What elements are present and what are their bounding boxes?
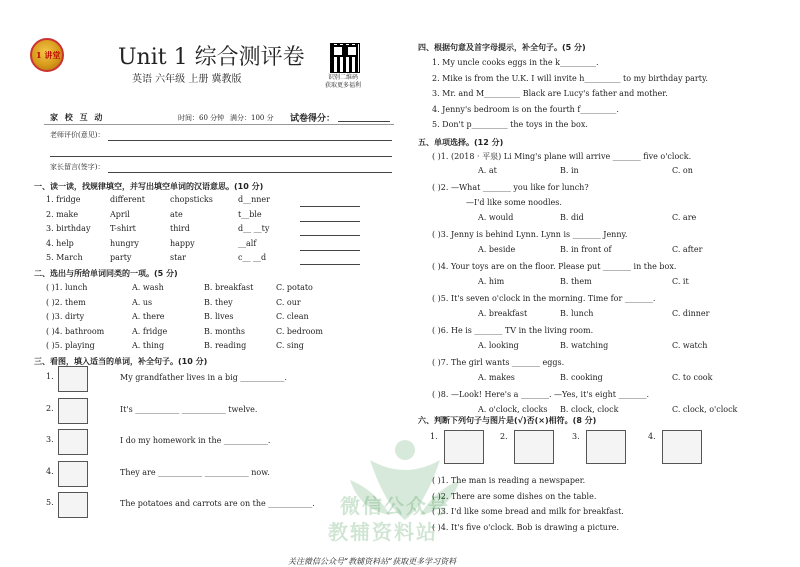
word-cell: ate xyxy=(170,209,183,219)
section-title: 二、选出与所给单词同类的一项。(5 分) xyxy=(34,269,178,278)
time-label: 时间：60 分钟 xyxy=(178,114,225,122)
answer-option[interactable]: B. did xyxy=(560,212,584,222)
total-score-label: 满分：100 分 xyxy=(230,114,274,122)
word-cell: 1. fridge xyxy=(46,195,81,204)
picture-number: 2. xyxy=(500,432,508,441)
answer-option[interactable]: B. in front of xyxy=(560,244,612,254)
answer-option[interactable]: A. would xyxy=(478,212,514,222)
answer-option[interactable]: A. beside xyxy=(478,244,516,254)
item-number: 4. xyxy=(46,466,54,476)
question-stem[interactable]: ( )3. Jenny is behind Lynn. Lynn is _______ Jenny. xyxy=(432,229,628,239)
word-cell: third xyxy=(170,224,190,233)
answer-option[interactable]: B. in xyxy=(560,166,579,175)
word-cell: happy xyxy=(170,238,195,248)
answer-option: B. reading xyxy=(204,341,247,350)
answer-option[interactable]: B. cooking xyxy=(560,372,603,382)
fill-sentence[interactable]: The potatoes and carrots are on the ___________. xyxy=(120,499,315,508)
question-stem[interactable]: ( )2. —What _______ you like for lunch? xyxy=(432,183,589,192)
answer-option[interactable]: A. at xyxy=(478,166,497,175)
judge-statement[interactable]: ( )3. I'd like some bread and milk for breakfast. xyxy=(432,507,624,516)
question-stem[interactable]: ( )4. Your toys are on the floor. Please put _______ in the box. xyxy=(432,261,677,271)
children-picture xyxy=(58,461,88,487)
word-cell: 2. make xyxy=(46,209,79,219)
worksheet-subtitle: 英语 六年级 上册 冀教版 xyxy=(132,74,242,85)
answer-option: A. us xyxy=(132,297,153,307)
parent-label: 家长留言(签字)： xyxy=(50,163,105,171)
answer-option: B. months xyxy=(204,326,245,336)
divider xyxy=(44,124,394,125)
watermark-text: 教辅资料站 xyxy=(328,520,438,544)
answer-option: C. our xyxy=(276,297,301,307)
answer-option: B. lives xyxy=(204,312,234,321)
question-stem[interactable]: ( )2. them xyxy=(46,297,86,307)
judge-statement[interactable]: ( )2. There are some dishes on the table. xyxy=(432,491,597,501)
item-number: 1. xyxy=(46,372,54,381)
answer-blank[interactable] xyxy=(300,264,360,265)
answer-blank[interactable] xyxy=(300,221,360,222)
question-stem[interactable]: ( )1. (2018 · 平泉) Li Ming's plane will arrive _______ five o'clock. xyxy=(432,152,692,161)
question-stem[interactable]: ( )5. playing xyxy=(46,341,95,350)
section-title: 五、单项选择。(12 分) xyxy=(418,138,504,147)
answer-option[interactable]: B. clock, clock xyxy=(560,404,619,414)
answer-option[interactable]: C. it xyxy=(672,276,689,286)
answer-option: C. clean xyxy=(276,312,309,321)
item-number: 2. xyxy=(46,403,54,413)
answer-option[interactable]: B. them xyxy=(560,276,592,286)
question-stem[interactable]: ( )4. bathroom xyxy=(46,326,105,336)
answer-option: B. they xyxy=(204,297,233,307)
picture-number: 3. xyxy=(572,432,580,441)
word-cell: __alf xyxy=(238,238,257,248)
fill-sentence[interactable]: 5. Don't p_________ the toys in the box. xyxy=(432,120,588,129)
fill-sentence[interactable]: 2. Mike is from the U.K. I will invite h_________ to my birthday party. xyxy=(432,73,708,83)
scene-picture xyxy=(514,430,554,464)
question-stem[interactable]: ( )7. The girl wants _______ eggs. xyxy=(432,357,565,367)
answer-option: C. sing xyxy=(276,341,304,350)
word-cell: c__ __d xyxy=(238,253,267,262)
score-field[interactable] xyxy=(338,121,390,122)
qr-code[interactable] xyxy=(330,43,360,73)
question-stem[interactable]: ( )5. It's seven o'clock in the morning. Time for _______. xyxy=(432,293,656,303)
word-cell: hungry xyxy=(110,238,139,248)
answer-option[interactable]: C. are xyxy=(672,212,697,222)
table-picture xyxy=(58,492,88,518)
picture-number: 1. xyxy=(430,432,438,441)
comment-line[interactable] xyxy=(50,156,392,157)
footer-note: 关注微信公众号“教辅资料站”获取更多学习资料 xyxy=(288,557,457,566)
fill-sentence[interactable]: It's ___________ ___________ twelve. xyxy=(120,404,258,414)
section-title: 四、根据句意及首字母提示，补全句子。(5 分) xyxy=(418,43,586,52)
answer-option[interactable]: A. him xyxy=(478,276,505,286)
word-cell: d__nner xyxy=(238,195,270,204)
qr-caption: 识别二维码 获取更多福利 xyxy=(325,74,362,89)
fill-sentence[interactable]: I do my homework in the ___________. xyxy=(120,436,271,445)
section-title: 三、看图，填入适当的单词，补全句子。(10 分) xyxy=(34,357,208,366)
fill-sentence[interactable]: They are ___________ ___________ now. xyxy=(120,467,270,477)
answer-option: A. fridge xyxy=(132,326,168,336)
word-cell: t__ble xyxy=(238,209,262,219)
answer-option: C. potato xyxy=(276,283,313,292)
word-cell: star xyxy=(170,253,186,262)
word-cell: April xyxy=(110,209,130,219)
answer-option: A. wash xyxy=(132,283,164,292)
judge-statement[interactable]: ( )1. The man is reading a newspaper. xyxy=(432,476,586,485)
answer-option[interactable]: C. dinner xyxy=(672,308,710,318)
study-picture xyxy=(58,429,88,455)
answer-blank[interactable] xyxy=(300,250,360,251)
answer-option[interactable]: B. lunch xyxy=(560,308,594,318)
answer-option[interactable]: A. makes xyxy=(478,372,515,382)
answer-option[interactable]: C. after xyxy=(672,244,703,254)
answer-option[interactable]: A. o'clock, clocks xyxy=(478,404,548,414)
family-label: 家 校 互 动 xyxy=(50,113,105,122)
answer-blank[interactable] xyxy=(300,206,360,207)
fill-sentence[interactable]: 3. Mr. and M_________ Black are Lucy's father and mother. xyxy=(432,89,668,98)
picture-number: 4. xyxy=(648,432,656,441)
word-cell: d__ __ty xyxy=(238,224,270,233)
scene-picture xyxy=(586,430,626,464)
watermark-text: 微信公众号 xyxy=(340,494,450,518)
answer-option[interactable]: C. watch xyxy=(672,340,708,350)
question-stem[interactable]: ( )8. —Look! Here's a _______. —Yes, it's eight _______. xyxy=(432,389,650,399)
worksheet-title: Unit 1 综合测评卷 xyxy=(118,45,305,70)
question-reply: —I'd like some noodles. xyxy=(466,197,562,207)
judge-statement[interactable]: ( )4. It's five o'clock. Bob is drawing a picture. xyxy=(432,522,620,532)
item-number: 3. xyxy=(46,435,54,444)
answer-option: A. there xyxy=(132,312,165,321)
question-stem[interactable]: ( )6. He is _______ TV in the living room. xyxy=(432,325,594,335)
score-label: 试卷得分： xyxy=(290,114,336,124)
question-stem[interactable]: ( )1. lunch xyxy=(46,283,88,292)
fill-sentence[interactable]: 1. My uncle cooks eggs in the k_________. xyxy=(432,58,599,67)
word-cell: T-shirt xyxy=(110,224,136,233)
house-picture xyxy=(58,366,88,392)
answer-option[interactable]: B. watching xyxy=(560,340,609,350)
word-cell: chopsticks xyxy=(170,195,213,204)
section-title: 一、读一读，找规律填空，并写出填空单词的汉语意思。(10 分) xyxy=(34,182,264,191)
word-cell: 3. birthday xyxy=(46,224,91,233)
word-cell: party xyxy=(110,253,132,262)
answer-blank[interactable] xyxy=(300,235,360,236)
answer-option[interactable]: C. to cook xyxy=(672,372,713,382)
clock-picture xyxy=(58,398,88,424)
teacher-label: 老师评价(意见)： xyxy=(50,131,105,139)
word-cell: 4. help xyxy=(46,238,74,248)
question-stem[interactable]: ( )3. dirty xyxy=(46,312,85,321)
medal-logo: 1 讲堂 xyxy=(30,38,64,72)
fill-sentence[interactable]: My grandfather lives in a big ___________. xyxy=(120,373,287,382)
word-cell: 5. March xyxy=(46,253,83,262)
answer-option: A. thing xyxy=(132,341,165,350)
answer-option[interactable]: C. on xyxy=(672,166,693,175)
answer-option[interactable]: A. looking xyxy=(478,340,519,350)
item-number: 5. xyxy=(46,498,54,507)
scene-picture xyxy=(662,430,702,464)
word-cell: different xyxy=(110,195,146,204)
fill-sentence[interactable]: 4. Jenny's bedroom is on the fourth f_________. xyxy=(432,104,619,114)
teacher-comment-field[interactable] xyxy=(108,140,392,141)
answer-option[interactable]: A. breakfast xyxy=(478,308,528,318)
answer-option[interactable]: C. clock, o'clock xyxy=(672,404,738,414)
section-title: 六、判断下列句子与图片是(√)否(×)相符。(8 分) xyxy=(418,416,597,425)
answer-option: C. bedroom xyxy=(276,326,323,336)
answer-option: B. breakfast xyxy=(204,283,254,292)
parent-comment-field[interactable] xyxy=(108,172,392,173)
